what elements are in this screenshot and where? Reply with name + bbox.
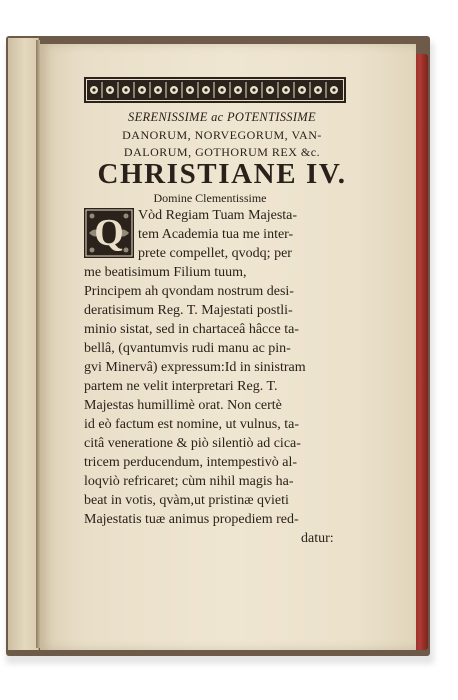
body-line: Vòd Regiam Tuam Majesta- <box>138 208 298 223</box>
heading-line-1: SERENISSIME ac POTENTISSIME <box>128 110 316 124</box>
heading-line-2: DANORUM, NORVEGORUM, VAN- <box>122 128 322 142</box>
body-line: partem ne velit interpretari Reg. T. <box>84 379 278 394</box>
heading-line-3: DALORUM, GOTHORUM REX &c. <box>123 145 321 159</box>
body-line: prete compellet, qvodq; per <box>138 246 292 261</box>
body-line: gvi Minervâ) expressum:Id in sinistram <box>84 360 306 375</box>
body-line: Majestatis tuæ animus propediem red- <box>84 512 299 527</box>
body-line: minio sistat, sed in chartaceâ hâcce ta- <box>84 322 299 337</box>
decorated-initial <box>84 208 134 258</box>
salutation: Domine Clementissime <box>153 191 267 205</box>
body-line: beat in votis, qvàm,ut pristinæ qvieti <box>84 493 289 508</box>
body-line: loqviò refricaret; cùm nihil magis ha- <box>84 474 294 489</box>
body-line: tricem perducendum, intempestivò al- <box>84 455 298 470</box>
heading-title: CHRISTIANE IV. <box>97 158 347 190</box>
body-line: tem Academia tua me inter- <box>138 227 294 242</box>
body-line: datur: <box>301 531 334 546</box>
body-line: me beatisimum Filium tuum, <box>84 265 247 280</box>
ornamental-headpiece <box>84 77 346 103</box>
body-line: deratisimum Reg. T. Majestati postli- <box>84 303 293 318</box>
body-line: id eò factum est nomine, ut vulnus, ta- <box>84 417 300 432</box>
body-line: Majestas humillimè orat. Non certè <box>84 398 282 413</box>
body-line: bellâ, (qvantumvis rudi manu ac pin- <box>84 341 291 356</box>
left-page-leaf <box>8 38 39 650</box>
dropcap-letter: Q <box>94 212 124 254</box>
body-line: Principem ah qvondam nostrum desi- <box>84 284 294 299</box>
cover-edge-red <box>414 54 428 650</box>
body-line: citâ veneratione & piò silentiò ad cica- <box>84 436 301 451</box>
